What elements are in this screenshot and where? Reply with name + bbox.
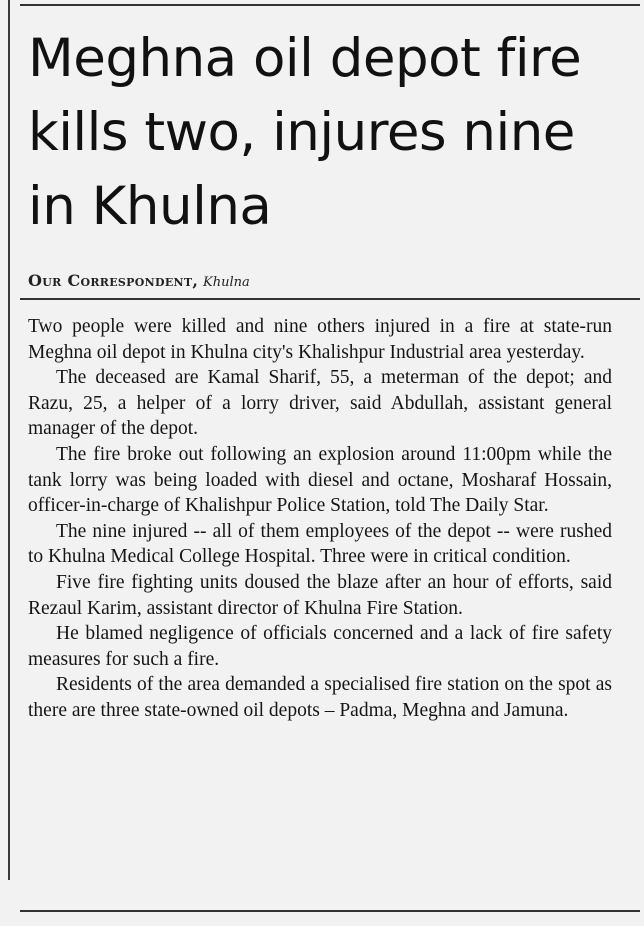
paragraph: He blamed negligence of officials concerned and a lack of fire safety measures for such a fire. — [28, 623, 612, 670]
paragraph: Residents of the area demanded a specialised fire station on the spot as there are three state-owned oil depots – Padma, Meghna and Jamuna. — [28, 674, 612, 721]
column-rule — [8, 0, 10, 880]
paragraph: Two people were killed and nine others injured in a fire at state-run Meghna oil depot in Khulna city's Khalishpur Industrial area yesterday. — [28, 316, 612, 363]
byline-rule — [20, 298, 640, 300]
byline-correspondent: Our Correspondent, — [28, 271, 199, 290]
paragraph: The nine injured -- all of them employees of the depot -- were rushed to Khulna Medical College Hospital. Three were in critical condition. — [28, 520, 612, 568]
paragraph: Five fire fighting units doused the blaze after an hour of efforts, said Rezaul Karim, assistant director of Khulna Fire Station. — [28, 571, 612, 619]
headline: Meghna oil depot fire kills two, injures nine in Khulna — [28, 28, 582, 237]
article-body — [28, 314, 612, 724]
byline — [28, 271, 250, 290]
paragraph: The fire broke out following an explosion around 11:00pm while the tank lorry was being loaded with diesel and octane, Mosharaf Hossain, officer-in-charge of Khalishpur Police Station, told The Daily Star. — [28, 443, 612, 517]
byline-location: Khulna — [203, 275, 250, 290]
paragraph: The deceased are Kamal Sharif, 55, a meterman of the depot; and Razu, 25, a helper of a lorry driver, said Abdullah, assistant general manager of the depot. — [28, 367, 612, 440]
top-rule — [20, 4, 640, 6]
bottom-rule — [20, 910, 640, 912]
